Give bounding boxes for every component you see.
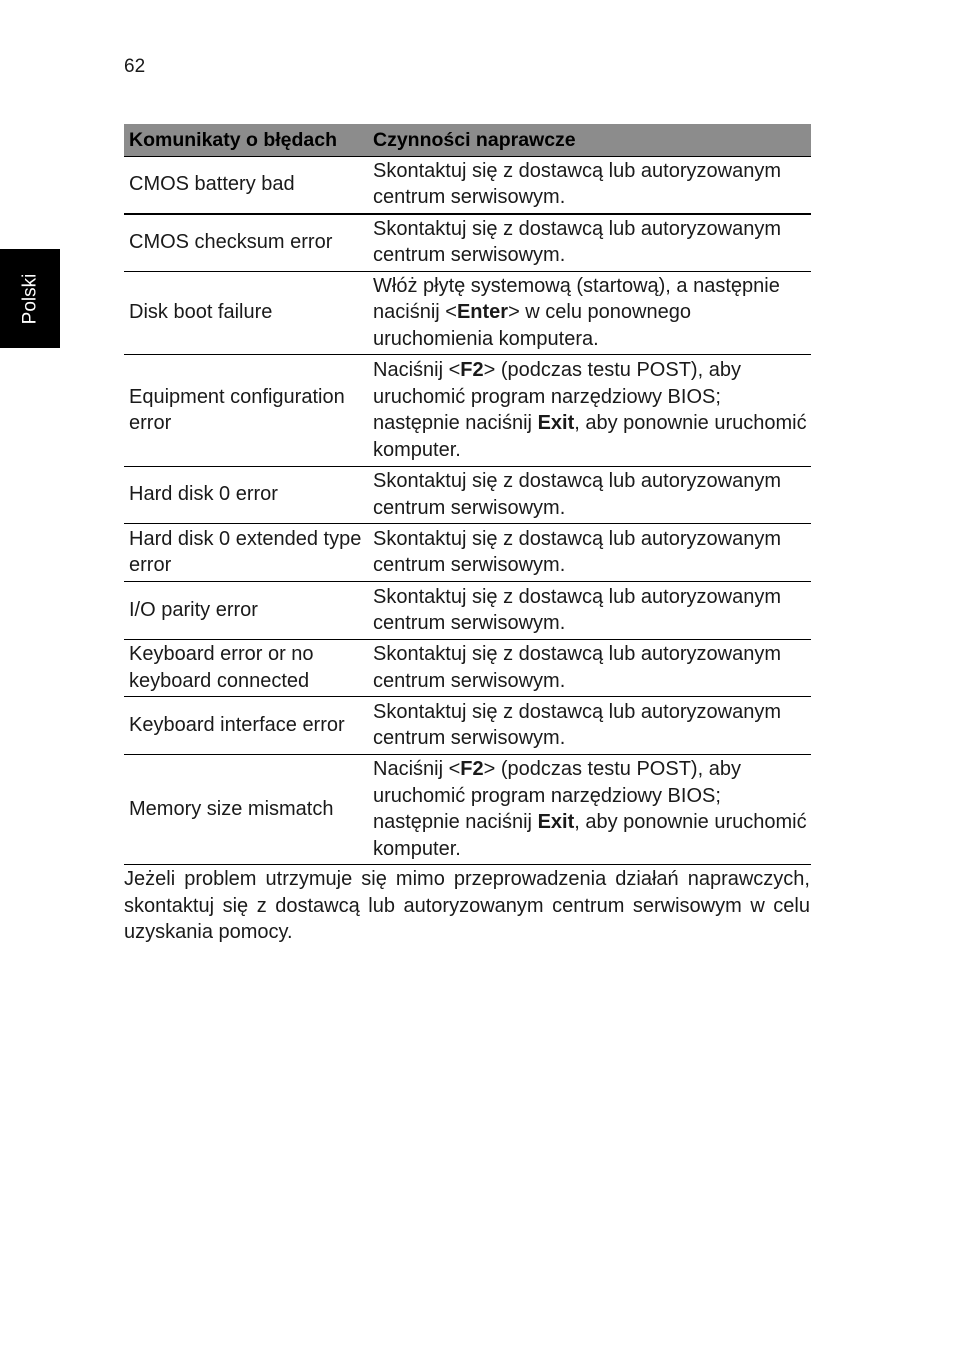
action-text: Skontaktuj się z dostawcą lub autoryzowanym centrum serwisowym.: [373, 470, 781, 519]
error-message-cell: Keyboard interface error: [124, 697, 368, 755]
key-name: Exit: [537, 811, 575, 833]
action-text: Skontaktuj się z dostawcą lub autoryzowanym centrum serwisowym.: [373, 643, 781, 692]
language-side-tab: [0, 249, 60, 348]
corrective-action-cell: [368, 355, 811, 467]
action-text: Skontaktuj się z dostawcą lub autoryzowanym centrum serwisowym.: [373, 585, 781, 634]
language-side-tab-label: Polski: [19, 273, 40, 324]
action-text: Naciśnij <: [373, 359, 461, 381]
action-text: , aby ponownie uruchomić komputer.: [373, 811, 807, 860]
header-corrective-actions: Czynności naprawcze: [368, 124, 811, 157]
corrective-action-cell: [368, 755, 811, 865]
action-text: > (podczas testu POST), aby uruchomić program narzędziowy BIOS; następnie naciśnij: [373, 359, 741, 434]
action-text: Skontaktuj się z dostawcą lub autoryzowanym centrum serwisowym.: [373, 159, 781, 209]
error-message-cell: Keyboard error or no keyboard connected: [124, 640, 368, 697]
action-text: Włóż płytę systemową (startową), a następnie naciśnij <: [373, 274, 780, 324]
key-name: F2: [460, 758, 484, 780]
corrective-action-cell: [368, 214, 811, 272]
corrective-action-cell: [368, 157, 811, 214]
error-message-cell: CMOS battery bad: [124, 157, 368, 214]
table-row: [124, 755, 811, 865]
error-message-cell: Disk boot failure: [124, 272, 368, 355]
error-message-cell: CMOS checksum error: [124, 214, 368, 272]
corrective-action-cell: [368, 697, 811, 755]
error-message-cell: Equipment configuration error: [124, 355, 368, 467]
error-message-cell: Memory size mismatch: [124, 755, 368, 865]
action-text: > (podczas testu POST), aby uruchomić program narzędziowy BIOS; następnie naciśnij: [373, 758, 741, 833]
error-message-cell: I/O parity error: [124, 582, 368, 640]
table-row: [124, 157, 811, 214]
error-message-cell: Hard disk 0 error: [124, 467, 368, 524]
key-name: Enter: [456, 301, 509, 324]
header-error-messages: Komunikaty o błędach: [124, 124, 368, 157]
action-text: Skontaktuj się z dostawcą lub autoryzowanym centrum serwisowym.: [373, 527, 781, 576]
table-header-row: [124, 124, 811, 157]
key-name: Exit: [537, 412, 575, 434]
action-text: > w celu ponownego uruchomienia komputera.: [373, 301, 691, 350]
table-row: [124, 640, 811, 697]
page-number: 62: [124, 56, 146, 77]
table-row: [124, 524, 811, 582]
table-row: [124, 355, 811, 467]
footer-note: Jeżeli problem utrzymuje się mimo przeprowadzenia działań naprawczych, skontaktuj się z dostawcą lub autoryzowanym centrum serwisowym w celu uzyskania pomocy.: [124, 868, 810, 943]
corrective-action-cell: [368, 640, 811, 697]
action-text: Naciśnij <: [373, 758, 461, 780]
corrective-action-cell: [368, 272, 811, 355]
table-row: [124, 582, 811, 640]
table-row: [124, 272, 811, 355]
table-row: [124, 214, 811, 272]
corrective-action-cell: [368, 582, 811, 640]
corrective-action-cell: [368, 524, 811, 582]
action-text: Skontaktuj się z dostawcą lub autoryzowanym centrum serwisowym.: [373, 217, 781, 267]
table-row: [124, 697, 811, 755]
error-message-cell: Hard disk 0 extended type error: [124, 524, 368, 582]
action-text: , aby ponownie uruchomić komputer.: [373, 412, 807, 461]
table-row: [124, 467, 811, 524]
corrective-action-cell: [368, 467, 811, 524]
key-name: F2: [460, 359, 484, 381]
error-messages-table: [124, 124, 811, 865]
action-text: Skontaktuj się z dostawcą lub autoryzowanym centrum serwisowym.: [373, 700, 781, 749]
